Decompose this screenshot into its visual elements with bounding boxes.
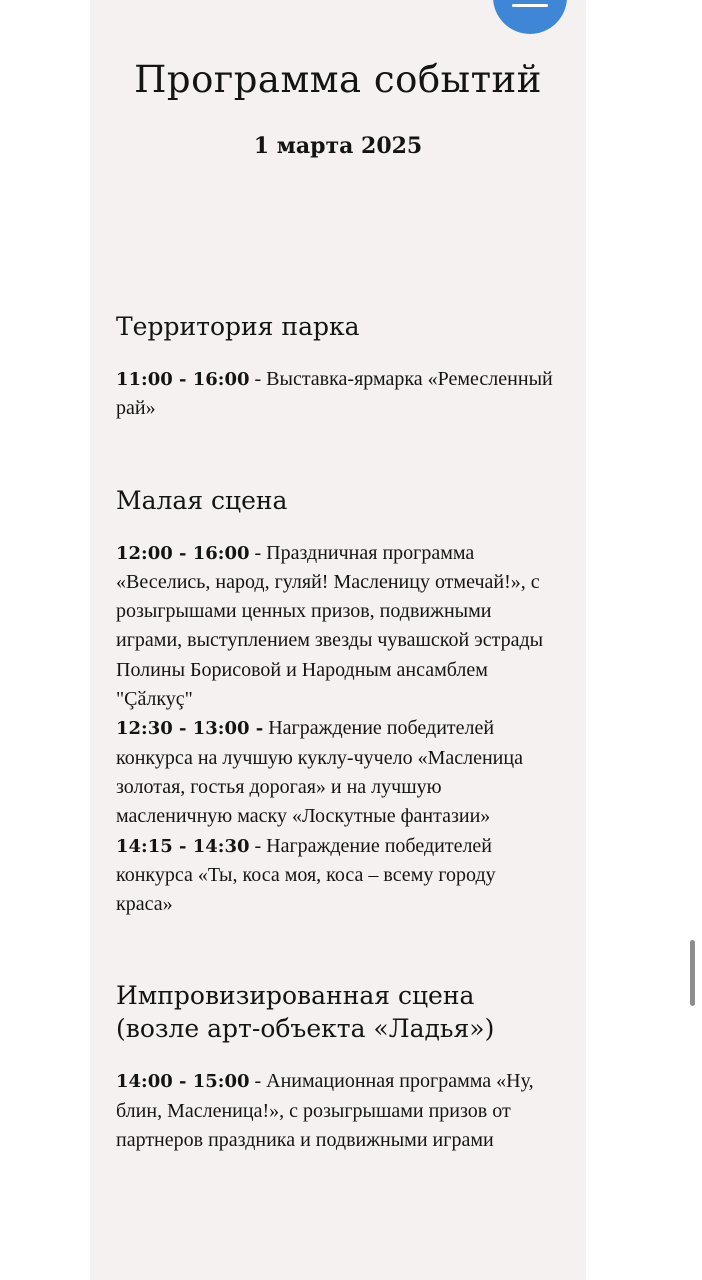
section-improvised-stage bbox=[116, 979, 554, 1155]
event-item bbox=[116, 365, 554, 424]
section-small-stage bbox=[116, 484, 554, 920]
event-list bbox=[116, 1067, 554, 1155]
event-list bbox=[116, 539, 554, 920]
event-time: 14:15 - 14:30 bbox=[116, 835, 250, 857]
event-description: Награждение победителей конкурса на лучшую куклу-чучело «Масленица золотая, гостья дорогая» и на лучшую масленичную маску «Лоскутные фантазии» bbox=[116, 717, 523, 828]
event-time: 12:30 - 13:00 - bbox=[116, 718, 264, 740]
section-title: Малая сцена bbox=[116, 485, 288, 515]
section-park bbox=[116, 310, 554, 424]
event-item bbox=[116, 832, 554, 920]
event-item bbox=[116, 539, 554, 715]
program-content bbox=[116, 310, 554, 1155]
event-description: - Анимационная программа «Ну, блин, Масленица!», с розыгрышами призов от партнеров праздника и подвижными играми bbox=[116, 1070, 534, 1152]
event-item bbox=[116, 1067, 554, 1155]
event-time: 12:00 - 16:00 bbox=[116, 542, 250, 564]
event-item bbox=[116, 714, 554, 831]
scrollbar[interactable] bbox=[690, 940, 695, 1006]
section-title: Импровизированная сцена (возле арт-объекта «Ладья») bbox=[116, 981, 495, 1044]
event-description: - Праздничная программа «Веселись, народ, гуляй! Масленицу отмечай!», с розыгрышами ценных призов, подвижными играми, выступлением звезды чувашской эстрады Полины Борисовой и Народным ансамблем "Çӑлкуç" bbox=[116, 541, 544, 711]
page-title: Программа событий bbox=[134, 58, 542, 101]
event-date: 1 марта 2025 bbox=[253, 133, 423, 159]
event-time: 11:00 - 16:00 bbox=[116, 369, 250, 390]
event-list bbox=[116, 365, 554, 424]
event-time: 14:00 - 15:00 bbox=[116, 1071, 250, 1093]
hamburger-icon bbox=[512, 4, 548, 7]
event-description: - Награждение победителей конкурса «Ты, коса моя, коса – всему городу краса» bbox=[116, 834, 496, 916]
section-title: Территория парка bbox=[116, 312, 360, 341]
event-description: - Выставка-ярмарка «Ремесленный рай» bbox=[116, 368, 553, 420]
